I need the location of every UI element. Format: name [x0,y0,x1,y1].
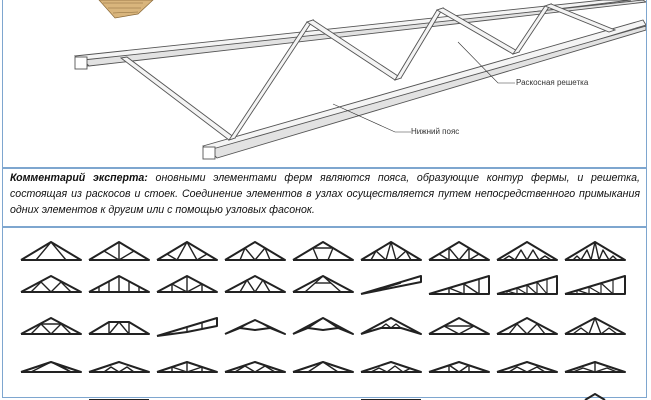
truss-icon [497,318,557,334]
truss-icon [429,362,489,372]
truss-icon [157,276,217,292]
truss-types-grid [3,230,646,400]
truss-icon [565,276,625,294]
truss-icon [157,318,217,336]
separator-bottom [3,226,646,228]
truss-icon [429,318,489,334]
truss-icon [21,318,81,334]
truss-icon [293,276,353,292]
truss-icon [89,276,149,292]
truss-icon [565,242,625,260]
truss-icon [21,362,81,372]
comment-body: оновными элементами ферм являются пояса, образующие контур фермы, и решетка, состоящая из раскосов и стоек. Соединение элементов в узлах осуществляется путем непосредственного примыкания одних элементов к другим или с помощью узловых фасонок. [10,172,640,216]
truss-icon [361,362,421,372]
wood-deck [99,0,153,18]
truss-icon [293,362,353,372]
truss-icon [565,362,625,372]
truss-icon [225,276,285,292]
truss-icon [89,242,149,260]
truss-icon [361,276,421,294]
web-callout-label: Раскосная решетка [516,78,589,87]
truss-icon [293,318,353,334]
truss-icon [585,394,605,400]
truss-icon [225,362,285,372]
truss-icon [157,362,217,372]
truss-icon [361,318,421,334]
truss-icon [21,242,81,260]
truss-icon [89,322,149,334]
truss-icon [497,362,557,372]
truss-icon [429,242,489,260]
truss-icon [21,276,81,292]
truss-icon [225,320,285,334]
bottom-chord-callout-label: Нижний пояс [411,127,460,136]
truss-icon [225,242,285,260]
truss-icon [497,276,557,294]
truss-icon [293,242,353,260]
comment-heading: Комментарий эксперта: [10,172,148,184]
truss-icon [565,318,625,334]
truss-icon [429,276,489,294]
separator-top [3,167,646,169]
truss-icon [361,242,421,260]
expert-comment [10,170,640,218]
truss-icon [157,242,217,260]
truss-icon [497,242,557,260]
truss-icon [89,362,149,372]
